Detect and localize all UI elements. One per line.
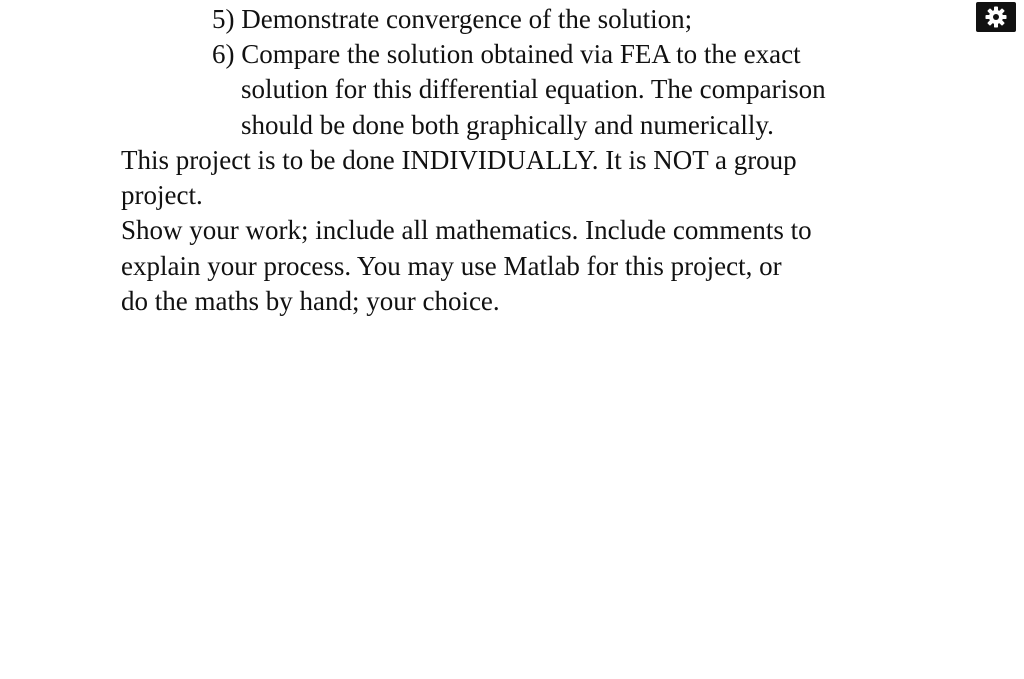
list-item-6-line-2: solution for this differential equation. The comparison bbox=[241, 74, 826, 104]
paragraph-work-line-2: explain your process. You may use Matlab for this project, or bbox=[121, 251, 782, 281]
paragraph-individual-line-2: project. bbox=[121, 180, 203, 210]
paragraph-work-line-1: Show your work; include all mathematics. Include comments to bbox=[121, 215, 812, 245]
paragraph-work-line-3: do the maths by hand; your choice. bbox=[121, 286, 500, 316]
list-item-5: 5) Demonstrate convergence of the solution; bbox=[212, 4, 693, 34]
list-item-6-line-3: should be done both graphically and numerically. bbox=[241, 110, 774, 140]
list-item-6-line-1: 6) Compare the solution obtained via FEA to the exact bbox=[212, 39, 801, 69]
gear-icon bbox=[984, 5, 1008, 29]
settings-button[interactable] bbox=[976, 2, 1016, 32]
paragraph-individual-line-1: This project is to be done INDIVIDUALLY. It is NOT a group bbox=[121, 145, 797, 175]
